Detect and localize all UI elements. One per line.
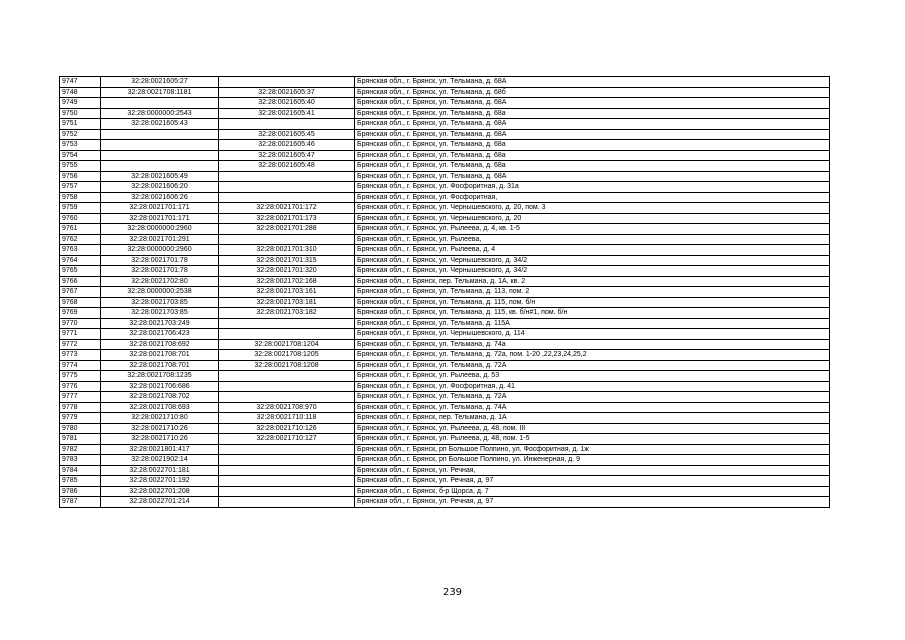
- cadastral-number-cell: 32:28:0021605:49: [101, 171, 219, 182]
- building-number-cell: 32:28:0021701:310: [219, 245, 355, 256]
- building-number-cell: [219, 192, 355, 203]
- address-cell: Брянская обл., г. Брянск, ул. Тельмана, д. 72а, пом. 1-20 ,22,23,24,25,2: [355, 350, 830, 361]
- cadastral-number-cell: [101, 98, 219, 109]
- building-number-cell: 32:28:0021710:127: [219, 434, 355, 445]
- cadastral-number-cell: 32:28:0021708:701: [101, 350, 219, 361]
- building-number-cell: 32:28:0021710:118: [219, 413, 355, 424]
- row-number-cell: 9776: [60, 381, 101, 392]
- cadastral-number-cell: 32:28:0021902:14: [101, 455, 219, 466]
- table-row: [60, 402, 830, 413]
- cadastral-number-cell: 32:28:0021708:1181: [101, 87, 219, 98]
- address-cell: Брянская обл., г. Брянск, ул. Чернышевского, д. 34/2: [355, 266, 830, 277]
- building-number-cell: [219, 455, 355, 466]
- cadastral-number-cell: [101, 129, 219, 140]
- table-row: [60, 255, 830, 266]
- cadastral-number-cell: 32:28:0021708:1235: [101, 371, 219, 382]
- building-number-cell: 32:28:0021710:126: [219, 423, 355, 434]
- table-row: [60, 234, 830, 245]
- registry-table: [59, 76, 830, 508]
- cadastral-number-cell: [101, 140, 219, 151]
- row-number-cell: 9750: [60, 108, 101, 119]
- building-number-cell: [219, 171, 355, 182]
- row-number-cell: 9749: [60, 98, 101, 109]
- building-number-cell: [219, 444, 355, 455]
- cadastral-number-cell: 32:28:0021703:85: [101, 308, 219, 319]
- table-row: [60, 266, 830, 277]
- row-number-cell: 9764: [60, 255, 101, 266]
- cadastral-number-cell: 32:28:0022701:208: [101, 486, 219, 497]
- cadastral-number-cell: 32:28:0000000:2960: [101, 245, 219, 256]
- row-number-cell: 9781: [60, 434, 101, 445]
- address-cell: Брянская обл., г. Брянск, ул. Чернышевского, д. 114: [355, 329, 830, 340]
- table-row: [60, 465, 830, 476]
- cadastral-number-cell: 32:28:0021701:171: [101, 203, 219, 214]
- row-number-cell: 9755: [60, 161, 101, 172]
- table-row: [60, 129, 830, 140]
- building-number-cell: [219, 497, 355, 508]
- address-cell: Брянская обл., г. Брянск, ул. Чернышевского, д. 20: [355, 213, 830, 224]
- row-number-cell: 9761: [60, 224, 101, 235]
- cadastral-number-cell: 32:28:0021702:80: [101, 276, 219, 287]
- building-number-cell: 32:28:0021605:37: [219, 87, 355, 98]
- row-number-cell: 9768: [60, 297, 101, 308]
- address-cell: Брянская обл., г. Брянск, ул. Тельмана, д. 68а: [355, 161, 830, 172]
- table-row: [60, 182, 830, 193]
- building-number-cell: 32:28:0021701:320: [219, 266, 355, 277]
- building-number-cell: [219, 318, 355, 329]
- table-row: [60, 140, 830, 151]
- table-row: [60, 455, 830, 466]
- cadastral-number-cell: 32:28:0000000:2538: [101, 287, 219, 298]
- building-number-cell: 32:28:0021605:46: [219, 140, 355, 151]
- address-cell: Брянская обл., г. Брянск, ул. Тельмана, д. 68А: [355, 129, 830, 140]
- building-number-cell: 32:28:0021605:48: [219, 161, 355, 172]
- address-cell: Брянская обл., г. Брянск, б-р Щорса, д. 7: [355, 486, 830, 497]
- table-row: [60, 119, 830, 130]
- table-row: [60, 192, 830, 203]
- address-cell: Брянская обл., г. Брянск, ул. Тельмана, д. 68А: [355, 119, 830, 130]
- building-number-cell: [219, 77, 355, 88]
- cadastral-number-cell: 32:28:0021701:78: [101, 255, 219, 266]
- address-cell: Брянская обл., г. Брянск, ул. Рылеева, д. 4: [355, 245, 830, 256]
- cadastral-number-cell: 32:28:0021605:27: [101, 77, 219, 88]
- building-number-cell: [219, 234, 355, 245]
- cadastral-number-cell: [101, 150, 219, 161]
- building-number-cell: 32:28:0021605:41: [219, 108, 355, 119]
- row-number-cell: 9757: [60, 182, 101, 193]
- table-row: [60, 203, 830, 214]
- address-cell: Брянская обл., г. Брянск, ул. Тельмана, д. 115, кв. б/н#1, пом. б/н: [355, 308, 830, 319]
- table-row: [60, 497, 830, 508]
- cadastral-number-cell: 32:28:0021701:78: [101, 266, 219, 277]
- row-number-cell: 9769: [60, 308, 101, 319]
- row-number-cell: 9778: [60, 402, 101, 413]
- address-cell: Брянская обл., г. Брянск, ул. Тельмана, д. 68а: [355, 150, 830, 161]
- table-row: [60, 77, 830, 88]
- address-cell: Брянская обл., г. Брянск, ул. Тельмана, д. 68А: [355, 98, 830, 109]
- address-cell: Брянская обл., г. Брянск, ул. Рылеева, д. 48, пом. III: [355, 423, 830, 434]
- cadastral-number-cell: 32:28:0022701:181: [101, 465, 219, 476]
- row-number-cell: 9765: [60, 266, 101, 277]
- building-number-cell: 32:28:0021708:1208: [219, 360, 355, 371]
- cadastral-number-cell: 32:28:0021606:26: [101, 192, 219, 203]
- page-number: 239: [442, 587, 463, 598]
- row-number-cell: 9748: [60, 87, 101, 98]
- table-row: [60, 329, 830, 340]
- table-row: [60, 87, 830, 98]
- table-row: [60, 318, 830, 329]
- table-row: [60, 371, 830, 382]
- table-row: [60, 98, 830, 109]
- row-number-cell: 9771: [60, 329, 101, 340]
- table-row: [60, 308, 830, 319]
- row-number-cell: 9772: [60, 339, 101, 350]
- cadastral-number-cell: 32:28:0000000:2543: [101, 108, 219, 119]
- row-number-cell: 9777: [60, 392, 101, 403]
- table-row: [60, 434, 830, 445]
- address-cell: Брянская обл., г. Брянск, пер. Тельмана, д. 1А, кв. 2: [355, 276, 830, 287]
- table-row: [60, 423, 830, 434]
- building-number-cell: [219, 182, 355, 193]
- cadastral-number-cell: 32:28:0021701:171: [101, 213, 219, 224]
- address-cell: Брянская обл., г. Брянск, ул. Тельмана, д. 74а: [355, 339, 830, 350]
- building-number-cell: [219, 465, 355, 476]
- table-row: [60, 413, 830, 424]
- address-cell: Брянская обл., г. Брянск, ул. Фосфоритная,: [355, 192, 830, 203]
- table-row: [60, 213, 830, 224]
- building-number-cell: 32:28:0021708:1204: [219, 339, 355, 350]
- address-cell: Брянская обл., г. Брянск, ул. Тельмана, д. 68а: [355, 140, 830, 151]
- address-cell: Брянская обл., г. Брянск, ул. Чернышевского, д. 34/2: [355, 255, 830, 266]
- address-cell: Брянская обл., г. Брянск, ул. Тельмана, д. 115, пом. б/н: [355, 297, 830, 308]
- address-cell: Брянская обл., г. Брянск, рп Большое Полпино, ул. Инженерная, д. 9: [355, 455, 830, 466]
- address-cell: Брянская обл., г. Брянск, ул. Фосфоритная, д. 31а: [355, 182, 830, 193]
- cadastral-number-cell: 32:28:0021708:701: [101, 360, 219, 371]
- row-number-cell: 9753: [60, 140, 101, 151]
- building-number-cell: [219, 476, 355, 487]
- cadastral-number-cell: 32:28:0021703:85: [101, 297, 219, 308]
- row-number-cell: 9786: [60, 486, 101, 497]
- row-number-cell: 9782: [60, 444, 101, 455]
- cadastral-number-cell: 32:28:0021706:423: [101, 329, 219, 340]
- address-cell: Брянская обл., г. Брянск, ул. Речная, д. 97: [355, 476, 830, 487]
- cadastral-number-cell: [101, 161, 219, 172]
- building-number-cell: 32:28:0021605:47: [219, 150, 355, 161]
- cadastral-number-cell: 32:28:0021710:26: [101, 423, 219, 434]
- row-number-cell: 9754: [60, 150, 101, 161]
- address-cell: Брянская обл., г. Брянск, пер. Тельмана, д. 1А: [355, 413, 830, 424]
- table-row: [60, 287, 830, 298]
- building-number-cell: 32:28:0021701:288: [219, 224, 355, 235]
- table-row: [60, 297, 830, 308]
- address-cell: Брянская обл., г. Брянск, ул. Тельмана, д. 68А: [355, 171, 830, 182]
- address-cell: Брянская обл., г. Брянск, ул. Тельмана, д. 113, пом. 2: [355, 287, 830, 298]
- table-row: [60, 224, 830, 235]
- building-number-cell: 32:28:0021701:172: [219, 203, 355, 214]
- building-number-cell: 32:28:0021708:1205: [219, 350, 355, 361]
- row-number-cell: 9779: [60, 413, 101, 424]
- building-number-cell: [219, 392, 355, 403]
- row-number-cell: 9783: [60, 455, 101, 466]
- address-cell: Брянская обл., г. Брянск, ул. Речная, д. 97: [355, 497, 830, 508]
- registry-table-body: [60, 77, 830, 508]
- row-number-cell: 9775: [60, 371, 101, 382]
- table-row: [60, 476, 830, 487]
- building-number-cell: 32:28:0021703:182: [219, 308, 355, 319]
- cadastral-number-cell: 32:28:0021606:20: [101, 182, 219, 193]
- address-cell: Брянская обл., г. Брянск, ул. Чернышевского, д. 20, пом. 3: [355, 203, 830, 214]
- row-number-cell: 9766: [60, 276, 101, 287]
- cadastral-number-cell: 32:28:0021701:291: [101, 234, 219, 245]
- address-cell: Брянская обл., г. Брянск, ул. Тельмана, д. 72А: [355, 392, 830, 403]
- address-cell: Брянская обл., г. Брянск, ул. Рылеева, д. 4, кв. 1-5: [355, 224, 830, 235]
- table-row: [60, 276, 830, 287]
- cadastral-number-cell: 32:28:0021703:249: [101, 318, 219, 329]
- building-number-cell: [219, 486, 355, 497]
- row-number-cell: 9770: [60, 318, 101, 329]
- address-cell: Брянская обл., г. Брянск, ул. Рылеева,: [355, 234, 830, 245]
- table-row: [60, 486, 830, 497]
- address-cell: Брянская обл., г. Брянск, ул. Тельмана, д. 68а: [355, 108, 830, 119]
- row-number-cell: 9760: [60, 213, 101, 224]
- row-number-cell: 9756: [60, 171, 101, 182]
- cadastral-number-cell: 32:28:0021801:417: [101, 444, 219, 455]
- cadastral-number-cell: 32:28:0022701:214: [101, 497, 219, 508]
- row-number-cell: 9762: [60, 234, 101, 245]
- address-cell: Брянская обл., г. Брянск, ул. Тельмана, д. 74А: [355, 402, 830, 413]
- building-number-cell: 32:28:0021708:970: [219, 402, 355, 413]
- cadastral-number-cell: 32:28:0021708:693: [101, 402, 219, 413]
- building-number-cell: 32:28:0021701:315: [219, 255, 355, 266]
- building-number-cell: [219, 381, 355, 392]
- building-number-cell: 32:28:0021701:173: [219, 213, 355, 224]
- row-number-cell: 9747: [60, 77, 101, 88]
- table-row: [60, 108, 830, 119]
- row-number-cell: 9774: [60, 360, 101, 371]
- row-number-cell: 9787: [60, 497, 101, 508]
- cadastral-number-cell: 32:28:0021605:43: [101, 119, 219, 130]
- table-row: [60, 150, 830, 161]
- table-row: [60, 171, 830, 182]
- table-row: [60, 350, 830, 361]
- address-cell: Брянская обл., г. Брянск, ул. Тельмана, д. 68А: [355, 77, 830, 88]
- row-number-cell: 9767: [60, 287, 101, 298]
- row-number-cell: 9785: [60, 476, 101, 487]
- building-number-cell: 32:28:0021605:40: [219, 98, 355, 109]
- building-number-cell: [219, 119, 355, 130]
- row-number-cell: 9780: [60, 423, 101, 434]
- address-cell: Брянская обл., г. Брянск, ул. Тельмана, д. 68б: [355, 87, 830, 98]
- row-number-cell: 9758: [60, 192, 101, 203]
- cadastral-number-cell: 32:28:0022701:192: [101, 476, 219, 487]
- row-number-cell: 9763: [60, 245, 101, 256]
- address-cell: Брянская обл., г. Брянск, ул. Рылеева, д. 53: [355, 371, 830, 382]
- cadastral-number-cell: 32:28:0021708:702: [101, 392, 219, 403]
- table-row: [60, 444, 830, 455]
- cadastral-number-cell: 32:28:0021708:692: [101, 339, 219, 350]
- building-number-cell: 32:28:0021702:168: [219, 276, 355, 287]
- table-row: [60, 392, 830, 403]
- building-number-cell: [219, 371, 355, 382]
- address-cell: Брянская обл., г. Брянск, ул. Рылеева, д. 48, пом. 1-5: [355, 434, 830, 445]
- table-row: [60, 381, 830, 392]
- row-number-cell: 9751: [60, 119, 101, 130]
- table-row: [60, 360, 830, 371]
- cadastral-number-cell: 32:28:0021710:80: [101, 413, 219, 424]
- building-number-cell: 32:28:0021703:161: [219, 287, 355, 298]
- cadastral-number-cell: 32:28:0021710:26: [101, 434, 219, 445]
- cadastral-number-cell: 32:28:0021706:686: [101, 381, 219, 392]
- cadastral-number-cell: 32:28:0000000:2960: [101, 224, 219, 235]
- address-cell: Брянская обл., г. Брянск, ул. Фосфоритная, д. 41: [355, 381, 830, 392]
- address-cell: Брянская обл., г. Брянск, ул. Речная,: [355, 465, 830, 476]
- row-number-cell: 9784: [60, 465, 101, 476]
- table-row: [60, 161, 830, 172]
- row-number-cell: 9752: [60, 129, 101, 140]
- address-cell: Брянская обл., г. Брянск, рп Большое Полпино, ул. Фосфоритная, д. 1ж: [355, 444, 830, 455]
- building-number-cell: [219, 329, 355, 340]
- table-row: [60, 245, 830, 256]
- address-cell: Брянская обл., г. Брянск, ул. Тельмана, д. 72А: [355, 360, 830, 371]
- row-number-cell: 9759: [60, 203, 101, 214]
- row-number-cell: 9773: [60, 350, 101, 361]
- building-number-cell: 32:28:0021605:45: [219, 129, 355, 140]
- building-number-cell: 32:28:0021703:181: [219, 297, 355, 308]
- address-cell: Брянская обл., г. Брянск, ул. Тельмана, д. 115А: [355, 318, 830, 329]
- table-row: [60, 339, 830, 350]
